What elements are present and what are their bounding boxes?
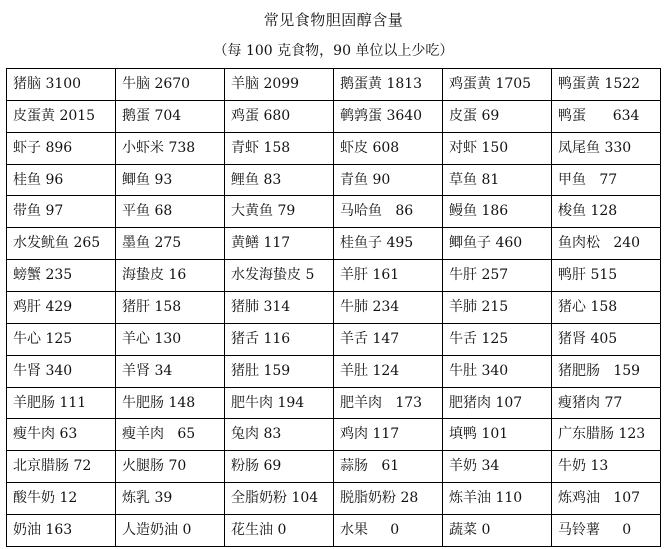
table-cell: 全脂奶粉 104: [225, 483, 334, 515]
table-cell: 牛肾 340: [7, 355, 116, 387]
table-cell: 肥牛肉 194: [225, 387, 334, 419]
table-body: [7, 69, 661, 547]
table-cell: 北京腊肠 72: [7, 451, 116, 483]
table-cell: 人造奶油 0: [116, 515, 225, 547]
table-cell: 猪肺 314: [225, 292, 334, 324]
table-cell: 猪肝 158: [116, 292, 225, 324]
table-cell: 猪肾 405: [552, 323, 661, 355]
table-cell: 平鱼 68: [116, 196, 225, 228]
table-cell: 鸡蛋 680: [225, 100, 334, 132]
table-row: [7, 100, 661, 132]
table-cell: 填鸭 101: [443, 419, 552, 451]
table-cell: 牛心 125: [7, 323, 116, 355]
table-cell: 猪肚 159: [225, 355, 334, 387]
table-cell: 酸牛奶 12: [7, 483, 116, 515]
table-cell: 牛肥肠 148: [116, 387, 225, 419]
table-cell: 虾子 896: [7, 132, 116, 164]
table-cell: 马哈鱼 86: [334, 196, 443, 228]
table-cell: 桂鱼 96: [7, 164, 116, 196]
table-cell: 鱼肉松 240: [552, 228, 661, 260]
table-cell: 肥猪肉 107: [443, 387, 552, 419]
table-cell: 梭鱼 128: [552, 196, 661, 228]
table-cell: 脱脂奶粉 28: [334, 483, 443, 515]
table-cell: 鹌鹑蛋 3640: [334, 100, 443, 132]
table-row: [7, 451, 661, 483]
table-cell: 鸡蛋黄 1705: [443, 69, 552, 101]
table-cell: 粉肠 69: [225, 451, 334, 483]
page-subtitle: （每 100 克食物，90 单位以上少吃）: [213, 43, 454, 59]
cholesterol-table: [6, 68, 661, 547]
table-cell: 瘦牛肉 63: [7, 419, 116, 451]
table-cell: 草鱼 81: [443, 164, 552, 196]
table-cell: 马铃薯 0: [552, 515, 661, 547]
table-cell: 鸡肝 429: [7, 292, 116, 324]
table-cell: 猪舌 116: [225, 323, 334, 355]
table-row: [7, 292, 661, 324]
table-cell: 水果 0: [334, 515, 443, 547]
table-cell: 凤尾鱼 330: [552, 132, 661, 164]
table-cell: 鳗鱼 186: [443, 196, 552, 228]
table-row: [7, 355, 661, 387]
table-cell: 羊肝 161: [334, 260, 443, 292]
table-cell: 鲤鱼 83: [225, 164, 334, 196]
table-cell: 羊舌 147: [334, 323, 443, 355]
table-cell: 牛肚 340: [443, 355, 552, 387]
table-cell: 海蛰皮 16: [116, 260, 225, 292]
table-cell: 大黄鱼 79: [225, 196, 334, 228]
table-cell: 鹅蛋 704: [116, 100, 225, 132]
table-cell: 炼羊油 110: [443, 483, 552, 515]
table-cell: 肥羊肉 173: [334, 387, 443, 419]
table-cell: 猪肥肠 159: [552, 355, 661, 387]
table-cell: 虾皮 608: [334, 132, 443, 164]
table-row: [7, 387, 661, 419]
table-cell: 兔肉 83: [225, 419, 334, 451]
table-row: [7, 196, 661, 228]
table-cell: 羊奶 34: [443, 451, 552, 483]
table-cell: 桂鱼子 495: [334, 228, 443, 260]
table-cell: 猪脑 3100: [7, 69, 116, 101]
table-row: [7, 483, 661, 515]
table-cell: 瘦猪肉 77: [552, 387, 661, 419]
table-cell: 小虾米 738: [116, 132, 225, 164]
table-cell: 蔬菜 0: [443, 515, 552, 547]
table-cell: 鸭蛋 634: [552, 100, 661, 132]
table-cell: 墨鱼 275: [116, 228, 225, 260]
table-cell: 猪心 158: [552, 292, 661, 324]
table-cell: 火腿肠 70: [116, 451, 225, 483]
table-cell: 鸭肝 515: [552, 260, 661, 292]
table-cell: 水发海蛰皮 5: [225, 260, 334, 292]
table-row: [7, 419, 661, 451]
table-row: [7, 228, 661, 260]
table-cell: 牛肺 234: [334, 292, 443, 324]
table-cell: 鲫鱼 93: [116, 164, 225, 196]
table-row: [7, 515, 661, 547]
table-row: [7, 132, 661, 164]
table-cell: 甲鱼 77: [552, 164, 661, 196]
table-cell: 炼乳 39: [116, 483, 225, 515]
table-row: [7, 164, 661, 196]
table-cell: 羊心 130: [116, 323, 225, 355]
table-cell: 鹅蛋黄 1813: [334, 69, 443, 101]
table-cell: 牛肝 257: [443, 260, 552, 292]
table-cell: 皮蛋 69: [443, 100, 552, 132]
table-cell: 黄鳝 117: [225, 228, 334, 260]
table-cell: 青虾 158: [225, 132, 334, 164]
page-title: 常见食物胆固醇含量: [263, 11, 404, 29]
table-cell: 鸭蛋黄 1522: [552, 69, 661, 101]
table-cell: 鸡肉 117: [334, 419, 443, 451]
table-cell: 水发鱿鱼 265: [7, 228, 116, 260]
table-cell: 蒜肠 61: [334, 451, 443, 483]
table-cell: 皮蛋黄 2015: [7, 100, 116, 132]
table-cell: 羊肚 124: [334, 355, 443, 387]
table-cell: 青鱼 90: [334, 164, 443, 196]
table-cell: 羊肾 34: [116, 355, 225, 387]
table-cell: 牛舌 125: [443, 323, 552, 355]
table-row: [7, 260, 661, 292]
table-cell: 羊肺 215: [443, 292, 552, 324]
table-cell: 炼鸡油 107: [552, 483, 661, 515]
table-cell: 瘦羊肉 65: [116, 419, 225, 451]
table-cell: 螃蟹 235: [7, 260, 116, 292]
table-cell: 牛奶 13: [552, 451, 661, 483]
table-cell: 羊肥肠 111: [7, 387, 116, 419]
table-cell: 对虾 150: [443, 132, 552, 164]
table-cell: 广东腊肠 123: [552, 419, 661, 451]
table-row: [7, 323, 661, 355]
table-cell: 奶油 163: [7, 515, 116, 547]
table-cell: 羊脑 2099: [225, 69, 334, 101]
table-row: [7, 69, 661, 101]
table-cell: 鲫鱼子 460: [443, 228, 552, 260]
table-cell: 花生油 0: [225, 515, 334, 547]
table-cell: 牛脑 2670: [116, 69, 225, 101]
table-cell: 带鱼 97: [7, 196, 116, 228]
